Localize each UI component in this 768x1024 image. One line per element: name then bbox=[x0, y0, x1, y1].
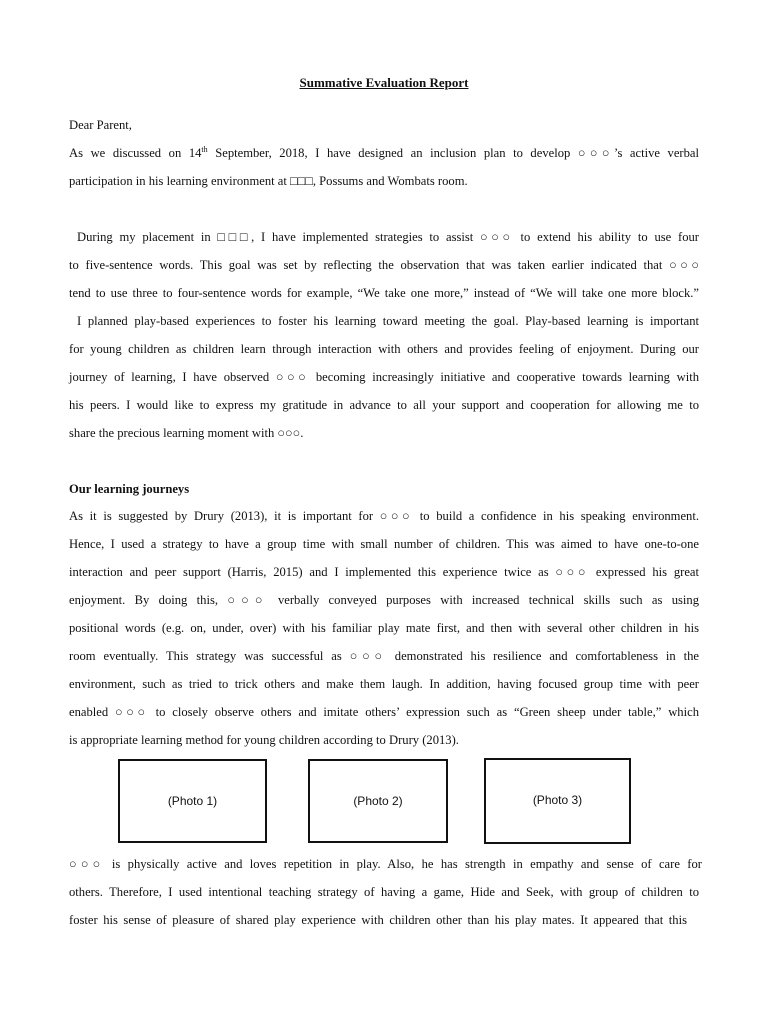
photo-placeholder-2 bbox=[308, 759, 448, 843]
para1-line-8: share the precious learning moment with ○○○. bbox=[69, 426, 304, 440]
photo-placeholder-1 bbox=[118, 759, 267, 843]
para2-line-5: positional words (e.g. on, under, over) with his familiar play mate first, and then with several other children in his bbox=[69, 621, 699, 635]
greeting: Dear Parent, bbox=[69, 118, 132, 132]
para1-line-5: for young children as children learn through interaction with others and provides feeling of enjoyment. During our bbox=[69, 342, 699, 356]
para2-line-7: environment, such as tried to trick others and make them laugh. In addition, having focused group time with peer bbox=[69, 677, 699, 691]
para2-line-8: enabled ○○○ to closely observe others and imitate others’ expression such as “Green sheep under table,” which bbox=[69, 705, 699, 719]
para2-line-4: enjoyment. By doing this, ○○○ verbally conveyed purposes with increased technical skills such as using bbox=[69, 593, 699, 607]
para2-line-3: interaction and peer support (Harris, 2015) and I implemented this experience twice as ○○○ expressed his great bbox=[69, 565, 699, 579]
photo-label-2: (Photo 2) bbox=[353, 794, 403, 808]
para2-line-6: room eventually. This strategy was successful as ○○○ demonstrated his resilience and comfortableness in the bbox=[69, 649, 699, 663]
para1-line-4: I planned play-based experiences to foster his learning toward meeting the goal. Play-based learning is important bbox=[77, 314, 699, 328]
intro-line-1: As we discussed on 14th September, 2018, I have designed an inclusion plan to develop ○○○’s active verbal bbox=[69, 144, 700, 160]
para2-line-1: As it is suggested by Drury (2013), it is important for ○○○ to build a confidence in his speaking environment. bbox=[69, 509, 699, 523]
para1-line-6: journey of learning, I have observed ○○○ becoming increasingly initiative and cooperative towards learning with bbox=[69, 370, 699, 384]
para3-line-3: foster his sense of pleasure of shared play experience with children other than his play mates. It appeared that this bbox=[69, 913, 687, 927]
report-title: Summative Evaluation Report bbox=[299, 75, 469, 90]
para1-line-2: to five-sentence words. This goal was set by reflecting the observation that was taken earlier indicated that ○○○ bbox=[69, 258, 699, 272]
intro-line-2: participation in his learning environment at □□□, Possums and Wombats room. bbox=[69, 174, 468, 188]
para2-line-9: is appropriate learning method for young children according to Drury (2013). bbox=[69, 733, 459, 747]
para1-line-3: tend to use three to four-sentence words for example, “We take one more,” instead of “We will take one more block.” bbox=[69, 286, 699, 300]
photo-placeholder-3 bbox=[484, 758, 631, 844]
para2-line-2: Hence, I used a strategy to have a group time with small number of children. This was aimed to have one-to-one bbox=[69, 537, 699, 551]
para3-line-2: others. Therefore, I used intentional teaching strategy of having a game, Hide and Seek, with group of children to bbox=[69, 885, 699, 899]
date-superscript: th bbox=[201, 144, 208, 154]
photo-label-3: (Photo 3) bbox=[532, 793, 583, 807]
section-heading: Our learning journeys bbox=[69, 482, 190, 496]
para1-line-7: his peers. I would like to express my gratitude in advance to all your support and cooperation for allowing me to bbox=[69, 398, 699, 412]
para1-line-1: During my placement in □□□, I have implemented strategies to assist ○○○ to extend his ability to use four bbox=[77, 230, 699, 244]
para3-line-1: ○○○ is physically active and loves repetition in play. Also, he has strength in empathy and sense of care for bbox=[69, 857, 702, 871]
photo-label-1: (Photo 1) bbox=[167, 794, 218, 808]
